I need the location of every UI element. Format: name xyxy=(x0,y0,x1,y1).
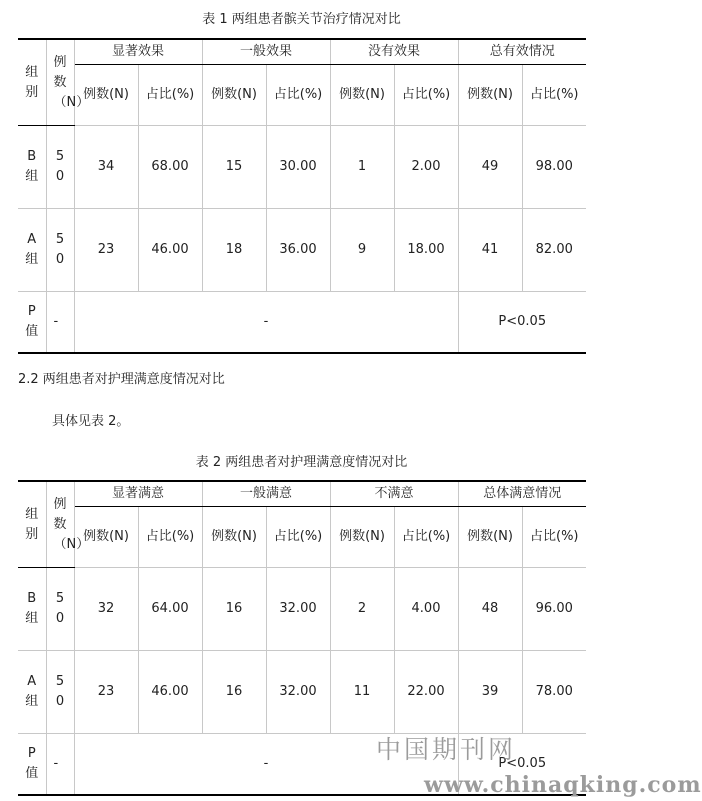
subheader: 占比(%) xyxy=(266,507,330,568)
subheader: 例数(N) xyxy=(458,65,522,126)
cell: 23 xyxy=(74,209,138,292)
cell: 48 xyxy=(458,568,522,651)
table2-caption: 表 2 两组患者对护理满意度情况对比 xyxy=(195,455,408,470)
header-group-0: 显著满意 xyxy=(74,481,202,507)
cell: 1 xyxy=(330,126,394,209)
subheader: 占比(%) xyxy=(138,65,202,126)
row-group-label: A组 xyxy=(18,209,46,292)
cell: 96.00 xyxy=(522,568,586,651)
subheader: 占比(%) xyxy=(394,65,458,126)
subheader: 占比(%) xyxy=(266,65,330,126)
p-value-middle: - xyxy=(74,734,458,796)
subheader: 例数(N) xyxy=(74,507,138,568)
cell: 11 xyxy=(330,651,394,734)
table1 xyxy=(18,38,586,354)
subheader: 例数(N) xyxy=(330,507,394,568)
table-row xyxy=(18,126,586,209)
cell: 18.00 xyxy=(394,209,458,292)
cell: 98.00 xyxy=(522,126,586,209)
p-value-label: P值 xyxy=(18,734,46,796)
row-group-label: A组 xyxy=(18,651,46,734)
header-cases: 例数（N） xyxy=(46,39,74,126)
row-n: 50 xyxy=(46,651,74,734)
subheader: 例数(N) xyxy=(74,65,138,126)
paragraph: 具体见表 2。 xyxy=(52,414,130,429)
cell: 15 xyxy=(202,126,266,209)
subheader: 例数(N) xyxy=(330,65,394,126)
table1-caption: 表 1 两组患者髌关节治疗情况对比 xyxy=(202,12,401,27)
header-group-2: 没有效果 xyxy=(330,39,458,65)
header-group-3: 总有效情况 xyxy=(458,39,586,65)
cell: 82.00 xyxy=(522,209,586,292)
row-n: 50 xyxy=(46,568,74,651)
table-row xyxy=(18,568,586,651)
table-row xyxy=(18,651,586,734)
cell: 16 xyxy=(202,651,266,734)
cell: 16 xyxy=(202,568,266,651)
cell: 46.00 xyxy=(138,651,202,734)
cell: 32 xyxy=(74,568,138,651)
cell: 78.00 xyxy=(522,651,586,734)
cell: 4.00 xyxy=(394,568,458,651)
cell: 23 xyxy=(74,651,138,734)
header-group-2: 不满意 xyxy=(330,481,458,507)
cell: 46.00 xyxy=(138,209,202,292)
row-group-label: B组 xyxy=(18,568,46,651)
row-n: 50 xyxy=(46,209,74,292)
cell: 41 xyxy=(458,209,522,292)
cell: 22.00 xyxy=(394,651,458,734)
cell: 64.00 xyxy=(138,568,202,651)
p-value: P<0.05 xyxy=(498,314,547,329)
subheader: 例数(N) xyxy=(202,65,266,126)
subheader: 例数(N) xyxy=(202,507,266,568)
header-group-3: 总体满意情况 xyxy=(458,481,586,507)
table-row xyxy=(18,209,586,292)
p-value-n: - xyxy=(46,292,74,354)
cell: 32.00 xyxy=(266,568,330,651)
subheader: 占比(%) xyxy=(522,65,586,126)
header-group: 组别 xyxy=(18,481,46,568)
cell: 9 xyxy=(330,209,394,292)
cell: 18 xyxy=(202,209,266,292)
watermark-url: www.chinaqking.com xyxy=(424,772,702,798)
p-value: P<0.05 xyxy=(498,756,547,771)
cell: 34 xyxy=(74,126,138,209)
p-value-row xyxy=(18,292,586,354)
p-value-middle: - xyxy=(74,292,458,354)
cell: 2 xyxy=(330,568,394,651)
header-cases: 例数（N） xyxy=(46,481,74,568)
section-heading: 2.2 两组患者对护理满意度情况对比 xyxy=(18,372,225,387)
cell: 30.00 xyxy=(266,126,330,209)
subheader: 例数(N) xyxy=(458,507,522,568)
row-group-label: B组 xyxy=(18,126,46,209)
p-value-n: - xyxy=(46,734,74,796)
subheader: 占比(%) xyxy=(394,507,458,568)
watermark-logo: 中国期刊网 xyxy=(376,735,517,764)
cell: 2.00 xyxy=(394,126,458,209)
header-group-1: 一般效果 xyxy=(202,39,330,65)
cell: 36.00 xyxy=(266,209,330,292)
header-group-1: 一般满意 xyxy=(202,481,330,507)
cell: 49 xyxy=(458,126,522,209)
subheader: 占比(%) xyxy=(138,507,202,568)
cell: 68.00 xyxy=(138,126,202,209)
p-value-label: P值 xyxy=(18,292,46,354)
row-n: 50 xyxy=(46,126,74,209)
header-group: 组别 xyxy=(18,39,46,126)
header-group-0: 显著效果 xyxy=(74,39,202,65)
subheader: 占比(%) xyxy=(522,507,586,568)
cell: 32.00 xyxy=(266,651,330,734)
cell: 39 xyxy=(458,651,522,734)
